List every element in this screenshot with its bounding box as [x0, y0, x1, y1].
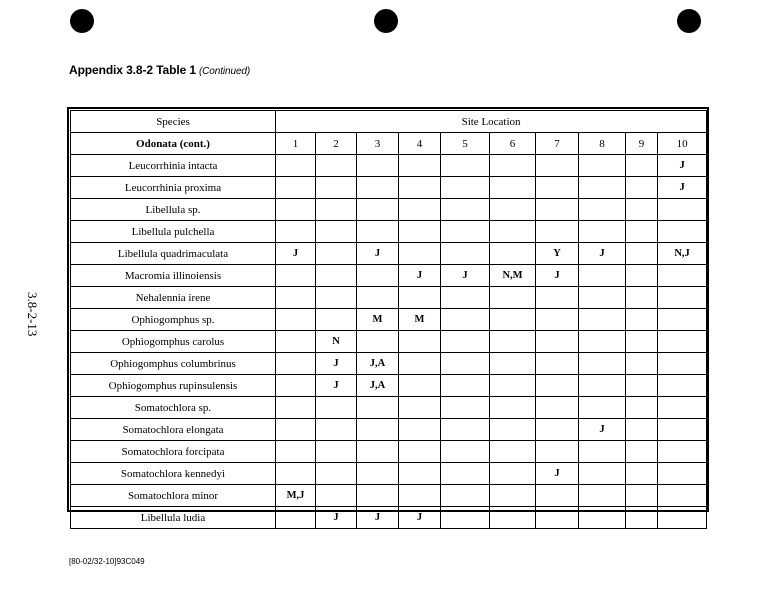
site-cell: M,J — [276, 485, 316, 507]
site-cell — [536, 507, 579, 529]
site-cell — [276, 199, 316, 221]
table-row — [71, 265, 707, 287]
site-cell — [357, 485, 399, 507]
site-cell — [441, 177, 490, 199]
table-row — [71, 375, 707, 397]
site-cell — [357, 265, 399, 287]
species-name: Somatochlora forcipata — [71, 441, 276, 463]
site-cell — [626, 375, 658, 397]
site-cell — [626, 221, 658, 243]
site-cell — [399, 419, 441, 441]
site-cell — [441, 419, 490, 441]
site-number-header: 9 — [626, 133, 658, 155]
site-cell — [357, 287, 399, 309]
site-cell — [490, 331, 536, 353]
site-cell — [626, 419, 658, 441]
site-cell — [316, 221, 357, 243]
table-row — [71, 463, 707, 485]
species-name: Somatochlora sp. — [71, 397, 276, 419]
site-cell — [316, 441, 357, 463]
site-cell — [490, 221, 536, 243]
species-name: Leucorrhinia proxima — [71, 177, 276, 199]
site-cell: M — [399, 309, 441, 331]
site-cell — [316, 485, 357, 507]
site-cell — [579, 287, 626, 309]
site-cell — [536, 309, 579, 331]
site-cell — [399, 177, 441, 199]
site-cell — [357, 199, 399, 221]
site-cell — [658, 463, 707, 485]
site-cell — [399, 441, 441, 463]
table-row — [71, 221, 707, 243]
site-cell — [441, 155, 490, 177]
site-cell — [658, 397, 707, 419]
site-cell — [536, 287, 579, 309]
site-cell — [658, 221, 707, 243]
site-cell — [579, 199, 626, 221]
site-cell — [536, 155, 579, 177]
species-name: Ophiogomphus rupinsulensis — [71, 375, 276, 397]
site-cell — [626, 331, 658, 353]
site-cell — [316, 463, 357, 485]
site-cell: J — [579, 243, 626, 265]
site-cell — [276, 331, 316, 353]
species-name: Leucorrhinia intacta — [71, 155, 276, 177]
site-cell — [357, 155, 399, 177]
table-row — [71, 155, 707, 177]
site-cell — [276, 463, 316, 485]
site-cell — [316, 287, 357, 309]
species-name: Macromia illinoiensis — [71, 265, 276, 287]
site-cell — [536, 177, 579, 199]
site-cell — [316, 419, 357, 441]
group-label: Odonata (cont.) — [71, 133, 276, 155]
site-cell — [579, 309, 626, 331]
site-cell: J — [357, 243, 399, 265]
site-cell — [490, 155, 536, 177]
site-cell — [536, 221, 579, 243]
species-name: Ophiogomphus sp. — [71, 309, 276, 331]
site-cell — [658, 507, 707, 529]
site-cell — [536, 375, 579, 397]
site-cell — [357, 441, 399, 463]
site-cell — [658, 287, 707, 309]
site-cell — [658, 309, 707, 331]
site-cell — [441, 353, 490, 375]
site-cell — [276, 309, 316, 331]
site-cell — [399, 485, 441, 507]
site-cell — [536, 397, 579, 419]
site-cell — [399, 199, 441, 221]
site-cell — [276, 287, 316, 309]
site-cell: N — [316, 331, 357, 353]
site-cell — [658, 375, 707, 397]
site-cell — [626, 485, 658, 507]
site-cell — [357, 221, 399, 243]
site-cell: J — [536, 463, 579, 485]
site-cell: J — [316, 375, 357, 397]
site-cell — [441, 507, 490, 529]
site-cell — [490, 507, 536, 529]
site-location-header: Site Location — [276, 111, 707, 133]
site-cell — [490, 353, 536, 375]
site-cell — [490, 199, 536, 221]
site-cell — [399, 243, 441, 265]
site-cell — [276, 507, 316, 529]
table-row — [71, 331, 707, 353]
site-cell — [579, 507, 626, 529]
site-cell — [490, 397, 536, 419]
species-name: Libellula pulchella — [71, 221, 276, 243]
site-cell — [536, 199, 579, 221]
site-cell — [441, 463, 490, 485]
table-row — [71, 507, 707, 529]
site-cell — [579, 155, 626, 177]
site-cell — [399, 463, 441, 485]
site-number-header: 6 — [490, 133, 536, 155]
site-cell — [579, 441, 626, 463]
table-row — [71, 441, 707, 463]
table-row — [71, 309, 707, 331]
site-cell: M — [357, 309, 399, 331]
species-header: Species — [71, 111, 276, 133]
site-cell — [441, 243, 490, 265]
table-row — [71, 199, 707, 221]
site-cell — [357, 463, 399, 485]
site-cell: N,M — [490, 265, 536, 287]
site-cell — [276, 265, 316, 287]
site-cell — [399, 375, 441, 397]
table-row — [71, 419, 707, 441]
site-cell — [399, 353, 441, 375]
species-name: Libellula sp. — [71, 199, 276, 221]
site-cell — [357, 331, 399, 353]
site-cell — [626, 287, 658, 309]
site-cell — [490, 177, 536, 199]
species-name: Somatochlora minor — [71, 485, 276, 507]
site-cell — [658, 331, 707, 353]
site-cell — [490, 243, 536, 265]
site-cell — [490, 287, 536, 309]
species-name: Ophiogomphus columbrinus — [71, 353, 276, 375]
site-number-header: 3 — [357, 133, 399, 155]
site-cell — [536, 441, 579, 463]
site-cell — [357, 397, 399, 419]
site-cell — [399, 397, 441, 419]
site-cell — [441, 309, 490, 331]
site-cell — [579, 397, 626, 419]
site-cell — [536, 419, 579, 441]
site-cell — [626, 309, 658, 331]
site-cell — [626, 353, 658, 375]
site-cell — [490, 375, 536, 397]
site-cell: J — [276, 243, 316, 265]
site-cell — [626, 463, 658, 485]
binder-hole-center — [374, 9, 398, 33]
site-cell — [658, 441, 707, 463]
site-cell — [441, 397, 490, 419]
site-cell — [276, 375, 316, 397]
site-cell — [490, 419, 536, 441]
site-cell: J — [579, 419, 626, 441]
site-cell: J — [357, 507, 399, 529]
site-cell — [579, 485, 626, 507]
site-cell — [626, 177, 658, 199]
site-cell: J — [658, 177, 707, 199]
site-cell — [536, 353, 579, 375]
table-row — [71, 397, 707, 419]
site-cell — [276, 419, 316, 441]
site-cell: J — [399, 507, 441, 529]
site-cell: J — [536, 265, 579, 287]
table-body — [71, 155, 707, 529]
page-title — [69, 63, 250, 77]
site-cell — [490, 309, 536, 331]
site-cell — [399, 155, 441, 177]
site-cell — [276, 155, 316, 177]
site-cell — [658, 485, 707, 507]
site-cell — [399, 221, 441, 243]
site-cell — [316, 155, 357, 177]
site-cell — [658, 265, 707, 287]
site-cell: Y — [536, 243, 579, 265]
site-cell — [276, 353, 316, 375]
site-number-header: 2 — [316, 133, 357, 155]
site-number-header: 8 — [579, 133, 626, 155]
site-cell — [441, 287, 490, 309]
site-cell — [579, 375, 626, 397]
table-row — [71, 353, 707, 375]
table-row — [71, 177, 707, 199]
site-cell — [441, 331, 490, 353]
site-cell — [658, 353, 707, 375]
site-cell — [579, 177, 626, 199]
site-number-header: 5 — [441, 133, 490, 155]
site-cell — [626, 441, 658, 463]
table-row — [71, 287, 707, 309]
site-cell — [316, 177, 357, 199]
site-cell — [399, 287, 441, 309]
table-title: Appendix 3.8-2 Table 1 — [69, 63, 196, 77]
site-cell — [626, 199, 658, 221]
site-cell — [316, 309, 357, 331]
site-cell — [441, 221, 490, 243]
species-name: Somatochlora kennedyi — [71, 463, 276, 485]
site-cell — [626, 507, 658, 529]
site-cell — [658, 419, 707, 441]
site-cell — [276, 177, 316, 199]
site-cell — [579, 331, 626, 353]
footer-code: [80-02/32-10]93C049 — [69, 557, 145, 566]
site-cell — [626, 265, 658, 287]
site-number-header: 10 — [658, 133, 707, 155]
site-cell — [536, 485, 579, 507]
species-name: Nehalennia irene — [71, 287, 276, 309]
species-name: Libellula ludia — [71, 507, 276, 529]
site-cell: J — [316, 507, 357, 529]
site-cell — [357, 177, 399, 199]
site-cell — [399, 331, 441, 353]
site-cell — [579, 265, 626, 287]
species-name: Somatochlora elongata — [71, 419, 276, 441]
site-number-header: 7 — [536, 133, 579, 155]
site-cell — [626, 155, 658, 177]
site-cell: J,A — [357, 353, 399, 375]
site-cell — [441, 199, 490, 221]
site-cell — [276, 441, 316, 463]
species-table — [70, 110, 707, 529]
site-cell — [490, 485, 536, 507]
site-cell — [276, 397, 316, 419]
site-cell — [276, 221, 316, 243]
table-row — [71, 243, 707, 265]
site-cell — [357, 419, 399, 441]
site-number-header: 1 — [276, 133, 316, 155]
site-number-header: 4 — [399, 133, 441, 155]
site-cell — [626, 243, 658, 265]
site-cell — [579, 463, 626, 485]
site-cell: J — [316, 353, 357, 375]
site-cell — [316, 243, 357, 265]
table-row — [71, 485, 707, 507]
site-cell — [490, 463, 536, 485]
site-cell — [579, 353, 626, 375]
site-cell — [658, 199, 707, 221]
site-cell — [441, 441, 490, 463]
site-cell — [579, 221, 626, 243]
site-cell — [316, 265, 357, 287]
site-cell: J — [658, 155, 707, 177]
site-cell — [441, 375, 490, 397]
site-cell — [490, 441, 536, 463]
table-subtitle: (Continued) — [198, 66, 251, 77]
side-page-code: 3.8-2-13 — [25, 292, 40, 337]
site-cell — [316, 199, 357, 221]
site-cell — [441, 485, 490, 507]
site-cell — [536, 331, 579, 353]
binder-hole-right — [677, 9, 701, 33]
site-cell — [626, 397, 658, 419]
site-cell — [316, 397, 357, 419]
site-cell: J — [399, 265, 441, 287]
table-header — [71, 111, 707, 155]
species-name: Libellula quadrimaculata — [71, 243, 276, 265]
binder-hole-left — [70, 9, 94, 33]
species-name: Ophiogomphus carolus — [71, 331, 276, 353]
site-cell: N,J — [658, 243, 707, 265]
site-cell: J — [441, 265, 490, 287]
site-cell: J,A — [357, 375, 399, 397]
